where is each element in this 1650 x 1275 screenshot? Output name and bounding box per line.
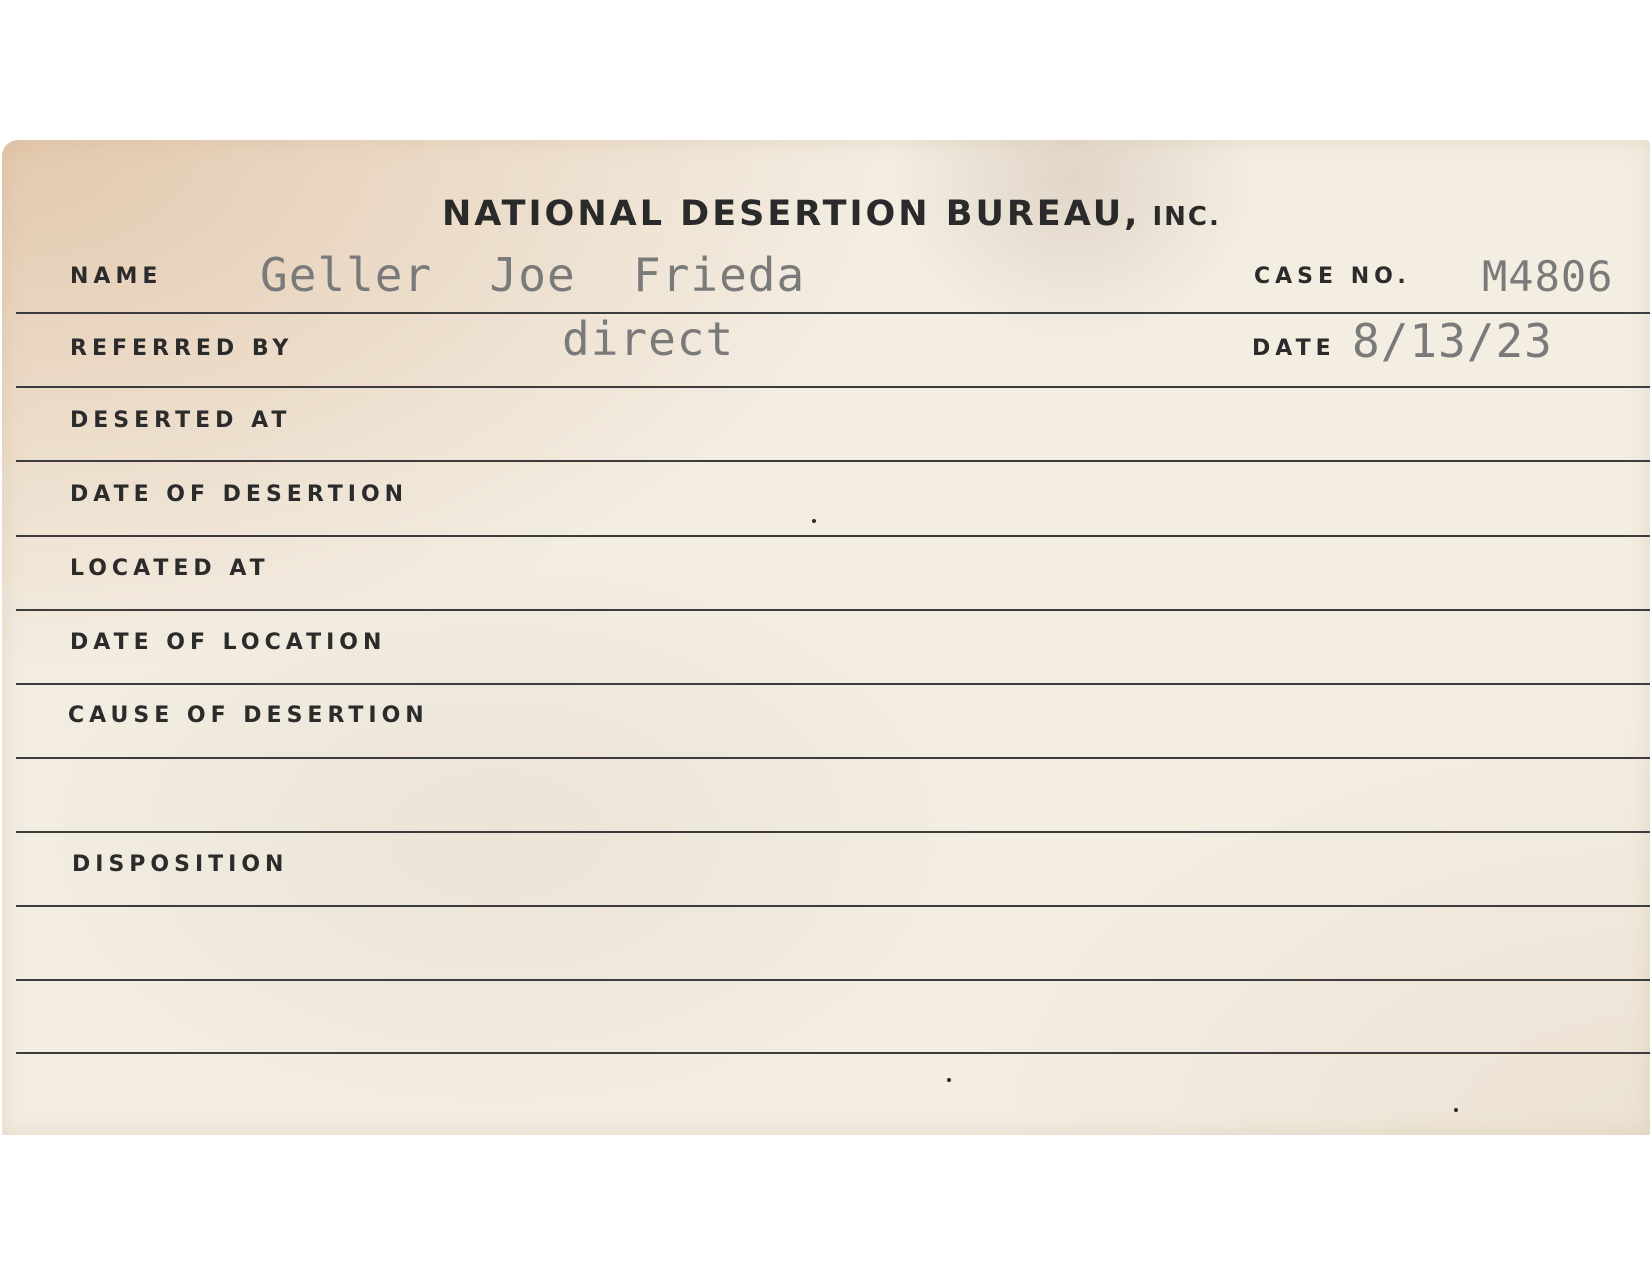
date-value: 8/13/23 xyxy=(1352,314,1553,368)
index-card xyxy=(2,140,1650,1135)
rule-line xyxy=(16,683,1650,685)
rule-line xyxy=(16,905,1650,907)
located-at-label: LOCATED AT xyxy=(70,556,270,581)
name-label: NAME xyxy=(70,264,163,289)
case-no-value: M4806 xyxy=(1482,252,1614,301)
card-title-suffix: INC. xyxy=(1152,202,1221,232)
rule-line xyxy=(16,979,1650,981)
rule-line xyxy=(16,386,1650,388)
speck xyxy=(947,1078,951,1082)
card-title-main: NATIONAL DESERTION BUREAU, xyxy=(442,194,1141,234)
card-title xyxy=(442,194,1221,234)
rule-line xyxy=(16,757,1650,759)
referred-by-label: REFERRED BY xyxy=(70,336,294,361)
rule-line xyxy=(16,1052,1650,1054)
name-value: Geller Joe Frieda xyxy=(260,248,806,302)
rule-line xyxy=(16,609,1650,611)
speck xyxy=(1454,1108,1458,1112)
date-label: DATE xyxy=(1252,336,1336,361)
deserted-at-label: DESERTED AT xyxy=(70,408,292,433)
date-of-location-label: DATE OF LOCATION xyxy=(70,630,387,655)
rule-line xyxy=(16,460,1650,462)
case-no-label: CASE NO. xyxy=(1254,264,1411,289)
rule-line xyxy=(16,831,1650,833)
referred-by-value: direct xyxy=(562,312,735,366)
cause-of-desertion-label: CAUSE OF DESERTION xyxy=(68,703,429,728)
disposition-label: DISPOSITION xyxy=(72,852,289,877)
rule-line xyxy=(16,535,1650,537)
speck xyxy=(812,519,816,523)
date-of-desertion-label: DATE OF DESERTION xyxy=(70,482,409,507)
